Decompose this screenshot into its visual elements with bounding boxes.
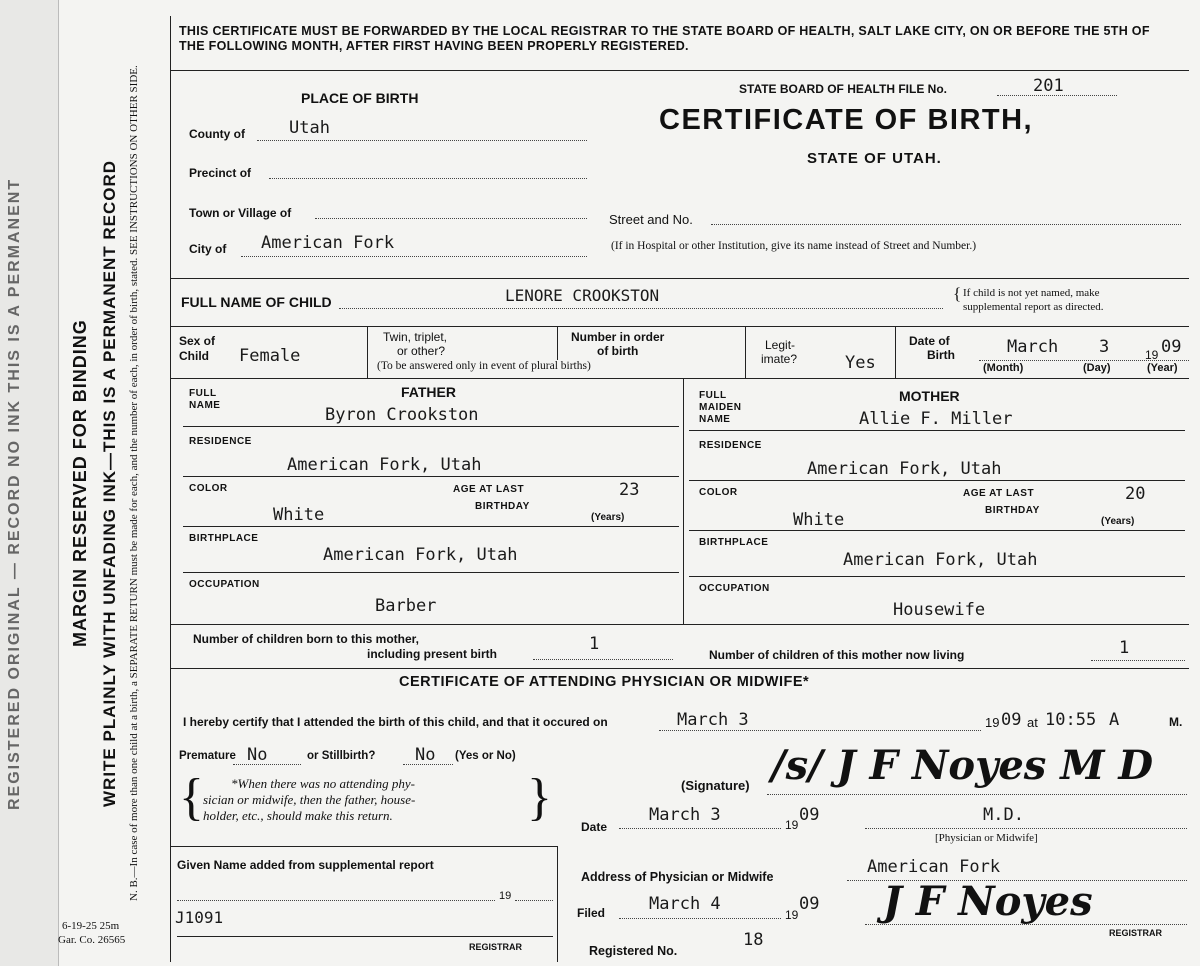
twin-label-1: Twin, triplet, [383,330,448,344]
place-of-birth-heading: PLACE OF BIRTH [301,90,419,106]
premature-value: No [247,745,268,765]
mother-name-label-2: MAIDEN [699,402,742,413]
precinct-label: Precinct of [189,166,252,180]
occurred-date: March 3 [677,710,749,730]
sign-year-prefix: 19 [785,818,799,832]
footnote-line-3: holder, etc., should make this return. [203,808,393,823]
year-label: (Year) [1147,362,1178,374]
father-name-label-2: NAME [189,400,221,411]
mother-heading: MOTHER [899,388,960,404]
certificate-form: THIS CERTIFICATE MUST BE FORWARDED BY THE LOCAL REGISTRAR TO THE STATE BOARD OF HEALTH, SALT LAKE CITY, ON OR BEFORE THE 5TH OF THE FOLLOWING MONTH, AFTER FIRST HAVING BEEN PROPERLY REGISTERED. STATE BOARD OF HEALTH FILE No. 201 CERTIFICATE OF BIRTH, STATE OF UTAH. PLACE OF BIRTH County of Utah Precinct of Town or Village of Street and No. City of American Fork (If in Hospital or other Institution, give its name instead of Street and Number.) FULL NAME OF CHILD LENORE CROOKSTON { If child is not yet named, make supplemental report as directed. Sex of Child Female Twin, triplet, or other? Number in order of birth (To be answered only in event of plural births) Legit- imate? Yes Date of Birth March 3 19 09 (Month) (Day) (Year) FATHER FULL NAME Byron Crookston RESIDENCE American Fork, Utah COLOR White AGE AT LAST BIRTHDAY 23 (Years) BIRTHPLACE American Fork, Utah OCCUPATION Barber MOTHER FULL MAIDEN NAME Allie F. Miller RESIDENCE American Fork, Utah COLOR White AGE AT LAST BIRTHDAY 20 (Years) BIRTHPLACE American Fork, Utah OCCUPATION Housewife Number of children born to this mother, including present birth 1 Number of children of this mother now living 1 CERTIFICATE OF ATTENDING PHYSICIAN OR MIDWIFE* I hereby certify that I attended the birth of this child, and that it occured on March 3 19 09 at 10:55 A M. Premature No or Stillbirth? No (Yes or No) { *When there was no attending phy- sician or midwife, then the father, house- holder, etc., should make this return. } (Signature) /s/ J F Noyes M D Date March 3 19 09 M.D. [Physician or Midwife] Address of Physician or Midwife American Fork Given Name added from supplemental report 19 J1091 REGISTRAR Filed March 4 19 09 J F Noyes REGISTRAR Registered No. 18 [170,16,1189,962]
certificate-subtitle: STATE OF UTAH. [807,150,942,167]
address-label: Address of Physician or Midwife [581,870,774,884]
father-occupation-label: OCCUPATION [189,579,260,590]
city-value: American Fork [261,233,395,253]
physician-address: American Fork [867,857,1001,877]
mother-name-value: Allie F. Miller [859,409,1013,429]
physician-heading: CERTIFICATE OF ATTENDING PHYSICIAN OR MIDWIFE* [399,674,810,690]
month-label: (Month) [983,362,1024,374]
certificate-title: CERTIFICATE OF BIRTH, [659,104,1034,136]
mother-age-value: 20 [1125,484,1146,504]
mother-years-label: (Years) [1101,516,1135,527]
dob-year: 09 [1161,337,1182,357]
premature-label: Premature [179,750,236,762]
mother-color-label: COLOR [699,487,738,498]
physician-title-label: [Physician or Midwife] [935,832,1038,844]
father-occupation-value: Barber [375,596,437,616]
father-name-label-1: FULL [189,388,217,399]
registrar-signature: J F Noyes [883,878,1093,925]
legit-label-2: imate? [761,352,798,366]
sign-year: 09 [799,805,820,825]
filed-date: March 4 [649,894,721,914]
printer-code-1: 6-19-25 25m [62,920,120,932]
sex-label-1: Sex of [179,334,216,348]
order-label-1: Number in order [571,330,665,344]
at-label: at [1027,715,1038,730]
dob-label-1: Date of [909,334,950,348]
sex-label-2: Child [179,349,209,363]
physician-signature: /s/ J F Noyes M D [771,742,1154,789]
sign-date-label: Date [581,820,608,834]
yes-no-label: (Yes or No) [455,750,516,762]
stillbirth-label: or Stillbirth? [307,750,376,762]
day-label: (Day) [1083,362,1111,374]
mother-age-label-1: AGE AT LAST [963,488,1035,499]
m-label: M. [1169,715,1183,729]
mother-residence-label: RESIDENCE [699,440,762,451]
father-name-value: Byron Crookston [325,405,479,425]
occurred-year: 09 [1001,710,1022,730]
physician-title: M.D. [983,805,1024,825]
occurred-year-prefix: 19 [985,715,1000,730]
sex-value: Female [239,346,301,366]
signature-label: (Signature) [681,778,750,793]
legit-label-1: Legit- [765,338,796,352]
registrar-label-left: REGISTRAR [469,942,523,952]
certify-text: I hereby certify that I attended the birth of this child, and that it occured on [183,715,608,729]
father-residence-label: RESIDENCE [189,436,252,447]
mother-name-label-3: NAME [699,414,731,425]
mother-color-value: White [793,510,845,530]
edge-faded-text: REGISTERED ORIGINAL — RECORD NO INK THIS IS A PERMANENT [6,177,23,810]
dob-month: March [1007,337,1059,357]
mother-occupation-label: OCCUPATION [699,583,770,594]
header-notice: THIS CERTIFICATE MUST BE FORWARDED BY THE LOCAL REGISTRAR TO THE STATE BOARD OF HEALTH, SALT LAKE CITY, ON OR BEFORE THE 5TH OF THE FOLLOWING MONTH, AFTER FIRST HAVING BEEN PROPERLY REGISTERED. [179,24,1150,53]
county-label: County of [189,127,245,141]
hospital-note: (If in Hospital or other Institution, give its name instead of Street and Number.) [611,240,977,252]
margin-nb-note: N. B.—In case of more than one child at a birth, a SEPARATE RETURN must be made for each, and the number of each, in order of birth, stated. SEE INSTRUCTIONS ON OTHER SIDE. [128,65,140,901]
registrar-number: J1091 [175,908,224,927]
mother-name-label-1: FULL [699,390,727,401]
father-age-label-2: BIRTHDAY [475,501,530,512]
mother-birthplace-label: BIRTHPLACE [699,537,769,548]
children-born-value: 1 [589,634,600,654]
street-label: Street and No. [609,212,693,227]
father-color-value: White [273,505,325,525]
child-name-value: LENORE CROOKSTON [505,286,660,305]
filed-label: Filed [577,906,606,920]
dob-label-2: Birth [927,348,955,362]
children-born-label-1: Number of children born to this mother, [193,632,420,646]
file-no-label: STATE BOARD OF HEALTH FILE No. [739,82,947,96]
order-label-2: of birth [597,344,639,358]
name-note-2: supplemental report as directed. [963,301,1104,313]
mother-occupation-value: Housewife [893,600,986,620]
sign-date: March 3 [649,805,721,825]
town-label: Town or Village of [189,206,292,220]
footnote-line-1: *When there was no attending phy- [231,776,416,791]
mother-residence-value: American Fork, Utah [807,459,1002,479]
occurred-am: A [1109,710,1120,730]
children-born-label-2: including present birth [367,647,498,661]
filed-year-prefix: 19 [785,908,799,922]
dob-year-prefix: 19 [1145,348,1159,362]
file-no-value: 201 [1033,76,1064,96]
margin-ink-note: WRITE PLAINLY WITH UNFADING INK—THIS IS A PERMANENT RECORD [100,159,119,807]
footnote-line-2: sician or midwife, then the father, house- [203,792,416,807]
stillbirth-value: No [415,745,436,765]
margin-binding-note: MARGIN RESERVED FOR BINDING [70,319,90,647]
given-year-prefix: 19 [499,890,512,902]
twin-label-2: or other? [397,344,446,358]
father-birthplace-value: American Fork, Utah [323,545,518,565]
given-name-label: Given Name added from supplemental report [177,858,434,872]
child-name-label: FULL NAME OF CHILD [181,294,332,310]
father-age-value: 23 [619,480,640,500]
name-note-1: If child is not yet named, make [963,287,1100,299]
children-living-label: Number of children of this mother now living [709,648,965,662]
legit-value: Yes [845,353,876,373]
father-color-label: COLOR [189,483,228,494]
father-residence-value: American Fork, Utah [287,455,482,475]
children-living-value: 1 [1119,638,1130,658]
county-value: Utah [289,118,330,138]
header-rule [171,70,1189,71]
dob-day: 3 [1099,337,1110,357]
mother-birthplace-value: American Fork, Utah [843,550,1038,570]
city-label: City of [189,242,227,256]
plural-note: (To be answered only in event of plural births) [377,360,591,372]
registered-no-value: 18 [743,930,764,950]
occurred-time: 10:55 [1045,710,1097,730]
mother-age-label-2: BIRTHDAY [985,505,1040,516]
father-years-label: (Years) [591,512,625,523]
printer-code-2: Gar. Co. 26565 [58,934,126,946]
filed-year: 09 [799,894,820,914]
father-birthplace-label: BIRTHPLACE [189,533,259,544]
torn-binding-edge [0,0,59,966]
father-heading: FATHER [401,384,456,400]
registered-no-label: Registered No. [589,944,678,958]
father-age-label-1: AGE AT LAST [453,484,525,495]
registrar-label-right: REGISTRAR [1109,928,1163,938]
